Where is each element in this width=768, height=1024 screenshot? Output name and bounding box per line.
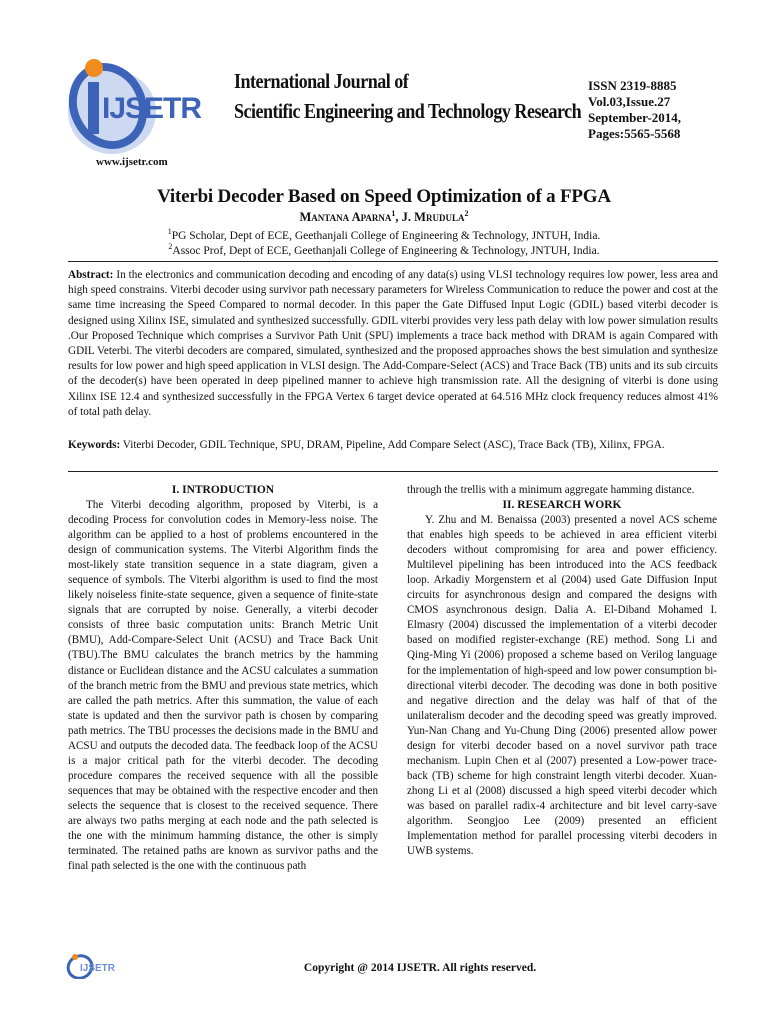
affiliation-1-text: PG Scholar, Dept of ECE, Geethanjali College of Engineering & Technology, JNTUH, India. bbox=[171, 229, 601, 242]
author-2-sup: 2 bbox=[464, 209, 469, 218]
keywords bbox=[68, 438, 718, 453]
affiliation-2 bbox=[0, 242, 768, 257]
pages: Pages:5565-5568 bbox=[588, 126, 681, 141]
ijsetr-logo bbox=[64, 54, 214, 160]
journal-title bbox=[234, 66, 582, 126]
svg-text:IJSETR bbox=[102, 92, 202, 125]
affiliation-2-sup: 2 bbox=[168, 242, 173, 251]
copyright: Copyright @ 2014 IJSETR. All rights reserved. bbox=[303, 962, 537, 974]
author-1-sup: 1 bbox=[391, 209, 396, 218]
author-2: J. Mrudula bbox=[401, 210, 465, 225]
author-separator: , bbox=[395, 210, 402, 225]
research-work-paragraph: Y. Zhu and M. Benaissa (2003) presented a novel ACS scheme that enables high speeds to be achieved in area efficient viterbi decoders without compromising for area and power efficiency. Multilevel pipelining has been introduced into the ACS feedback loop. Arkadiy Morgenstern et al (2004) used Gate Diffusion Input circuits for asynchronous design and compared the designs with CMOS asynchronous design. Dalia A. El-Diband Mohamed I. Elmasry (2004) discussed the implementation of a viterbi decoder based on modified register-exchange (RE) method. Song Li and Qing-Ming Yi (2006) proposed a scheme based on Verilog language for the implementation of high-speed and low power consumption bi-directional viterbi decoder. The decoding was done in both positive and negative direction and the delay was half of that of the unilateralism decoder and the decoding speed was greatly improved. Yun-Nan Chang and Yu-Chung Ding (2006) presented allow power design for viterbi decoder based on a novel survivor path trace mechanism. Lupin Chen et al (2007) presented a Low-power trace-back (TB) scheme for high constraint length viterbi decoder. Xuan-zhong Li et al (2008) discussed a high speed viterbi decoder which was based on parallel radix-4 architecture and bit level carry-save algorithm. Seongjoo Lee (2009) presented an efficient Implementation method for parallel processing viterbi decoders in UWB systems. bbox=[407, 514, 717, 858]
abstract-label: Abstract: bbox=[68, 269, 114, 281]
logo-text: IJSETR bbox=[102, 92, 202, 125]
introduction-heading: I. INTRODUCTION bbox=[171, 484, 275, 496]
research-work-heading: II. RESEARCH WORK bbox=[502, 499, 622, 512]
volume: Vol.03,Issue.27 bbox=[588, 94, 671, 109]
abstract-text: In the electronics and communication decoding and encoding of any data(s) using VLSI technology requires low power, less area and high speed constrains. Viterbi decoder using survivor path necessary parameters for Wireless Communication to reduce the power and cost at the same time increasing the Speed Compared to normal decoder. In this paper the Gate Diffused Input Logic (GDIL) based viterbi decoder is designed using Xilinx ISE, simulated and synthesized successfully. GDIL viterbi provides very less path delay with low power simulation results .Our Proposed Technique which comprises a Survivor Path Unit (SPU) implements a trace back method with DRAM is again Compared with GDIL Veterbi. The viterbi decoders are compared, simulated, synthesized and the proposed approaches shows the best simulation and synthesize results for low power and high speed application in VLSI design. The Add-Compare-Select (ACS) and Trace Back (TB) units and its sub circuits of the decoder(s) have been operated in deep pipelined manner to achieve high transmission rate. All the designing of viterbi is done using Xilinx ISE 12.4 and synthesized successfully in the FPGA Vertex 6 target device operated at 64.516 MHz clock frequency reduces almost 41% of total path delay. bbox=[68, 269, 718, 418]
issue-info bbox=[588, 78, 748, 142]
issn: ISSN 2319-8885 bbox=[588, 78, 677, 93]
left-column bbox=[68, 483, 378, 874]
paper-title: Viterbi Decoder Based on Speed Optimization of a FPGA bbox=[157, 186, 611, 207]
bottom-rule bbox=[68, 471, 718, 472]
affiliation-2-text: Assoc Prof, Dept of ECE, Geethanjali College of Engineering & Technology, JNTUH, India. bbox=[172, 244, 600, 257]
journal-title-line2: Scientific Engineering and Technology Research bbox=[234, 99, 582, 123]
top-rule bbox=[68, 261, 718, 262]
introduction-paragraph: The Viterbi decoding algorithm, proposed by Viterbi, is a decoding Process for convolution codes in Memory-less noise. The algorithm can be applied to a host of problems encountered in the design of communication systems. The Viterbi Algorithm finds the most-likely state transition sequence in a state diagram, given a sequence of symbols. The Viterbi algorithm is used to find the most likely noiseless finite-state sequence, given a sequence of finite-state signals that are corrupted by noise. Generally, a viterbi decoder consists of three basic computation units: Branch Metric Unit (BMU), Add-Compare-Select Unit (ACSU) and Trace Back Unit (TBU).The BMU calculates the branch metrics by the hamming distance or Euclidean distance and the ACSU calculates a summation of the branch metric from the BMU and previous state metrics, which are called the path metrics. After this summation, the value of each state is updated and then the survivor path is chosen by comparing path metrics. The TBU processes the decisions made in the BMU and ACSU and outputs the decoded data. The feedback loop of the ACSU is a major critical path for the viterbi decoder. The decoding procedure compares the received sequence with all the possible sequences that may be obtained with the respective encoder and then selects the sequence that is closest to the received sequence. There are always two paths merging at each node and the path selected is the one with the minimum hamming distance, the other is simply terminated. The retained paths are known as survivor paths and the final path selected is the one with the continuous path bbox=[68, 499, 378, 873]
website-link[interactable]: www.ijsetr.com bbox=[96, 156, 168, 168]
keywords-label: Keywords: bbox=[68, 439, 121, 451]
issue-date: September-2014, bbox=[588, 110, 682, 125]
introduction-continued: through the trellis with a minimum aggregate hamming distance. bbox=[407, 484, 695, 496]
journal-title-line1: International Journal of bbox=[234, 69, 409, 93]
author-1: Mantana Aparna bbox=[299, 210, 392, 225]
authors bbox=[0, 209, 768, 225]
affiliation-1 bbox=[0, 227, 768, 242]
footer-logo-text: IJSETR bbox=[80, 963, 116, 974]
keywords-text: Viterbi Decoder, GDIL Technique, SPU, DRAM, Pipeline, Add Compare Select (ASC), Trace Back (TB), Xilinx, FPGA. bbox=[120, 439, 665, 451]
abstract bbox=[68, 268, 718, 420]
right-column bbox=[407, 483, 717, 859]
affiliation-1-sup: 1 bbox=[167, 227, 172, 236]
